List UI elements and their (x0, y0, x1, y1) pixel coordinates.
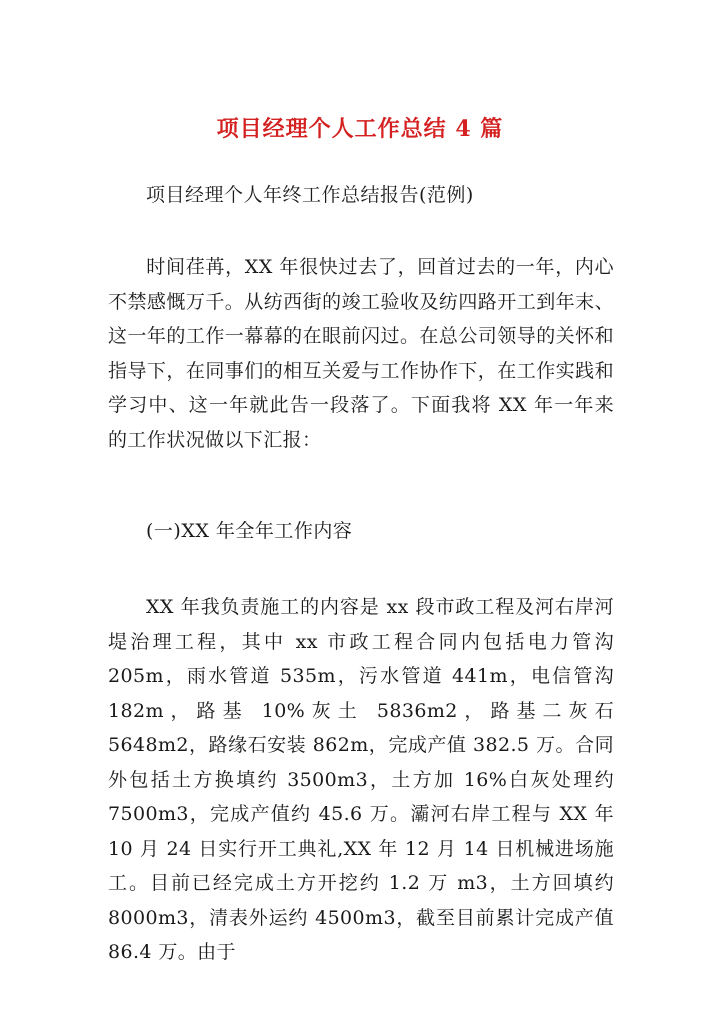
paragraph-intro-text: 时间荏苒，XX 年很快过去了，回首过去的一年，内心不禁感慨万千。从纺西街的竣工验收及纺四路开工到年末、这一年的工作一幕幕的在眼前闪过。在总公司领导的关怀和指导下，在同事们的相互关爱与工作协作下，在工作实践和学习中、这一年就此告一段落了。下面我将 XX 年一年来的工作状况做以下汇报： (108, 256, 614, 451)
paragraph-work-content-text: XX 年我负责施工的内容是 xx 段市政工程及河右岸河堤治理工程，其中 xx 市政工程合同内包括电力管沟 205m，雨水管道 535m，污水管道 441m，电信管沟 182m，路基 10%灰土 5836m2，路基二灰石 5648m2，路缘石安装 862m，完成产值 382.5 万。合同外包括土方换填约 3500m3，土方加 16%白灰处理约 7500m3，完成产值约 45.6 万。灞河右岸工程与 XX 年 10 月 24 日实行开工典礼,XX 年 12 月 14 日机械进场施工。目前已经完成土方开挖约 1.2 万 m3，土方回填约 8000m3，清表外运约 4500m3，截至目前累计完成产值 86.4 万。由于 (108, 596, 614, 963)
document-subtitle: 项目经理个人年终工作总结报告(范例) (146, 184, 474, 206)
section-heading: (一)XX 年全年工作内容 (146, 520, 353, 542)
paragraph-work-content (108, 590, 614, 970)
document-title: 项目经理个人工作总结 4 篇 (216, 116, 504, 142)
paragraph-intro (108, 250, 614, 457)
